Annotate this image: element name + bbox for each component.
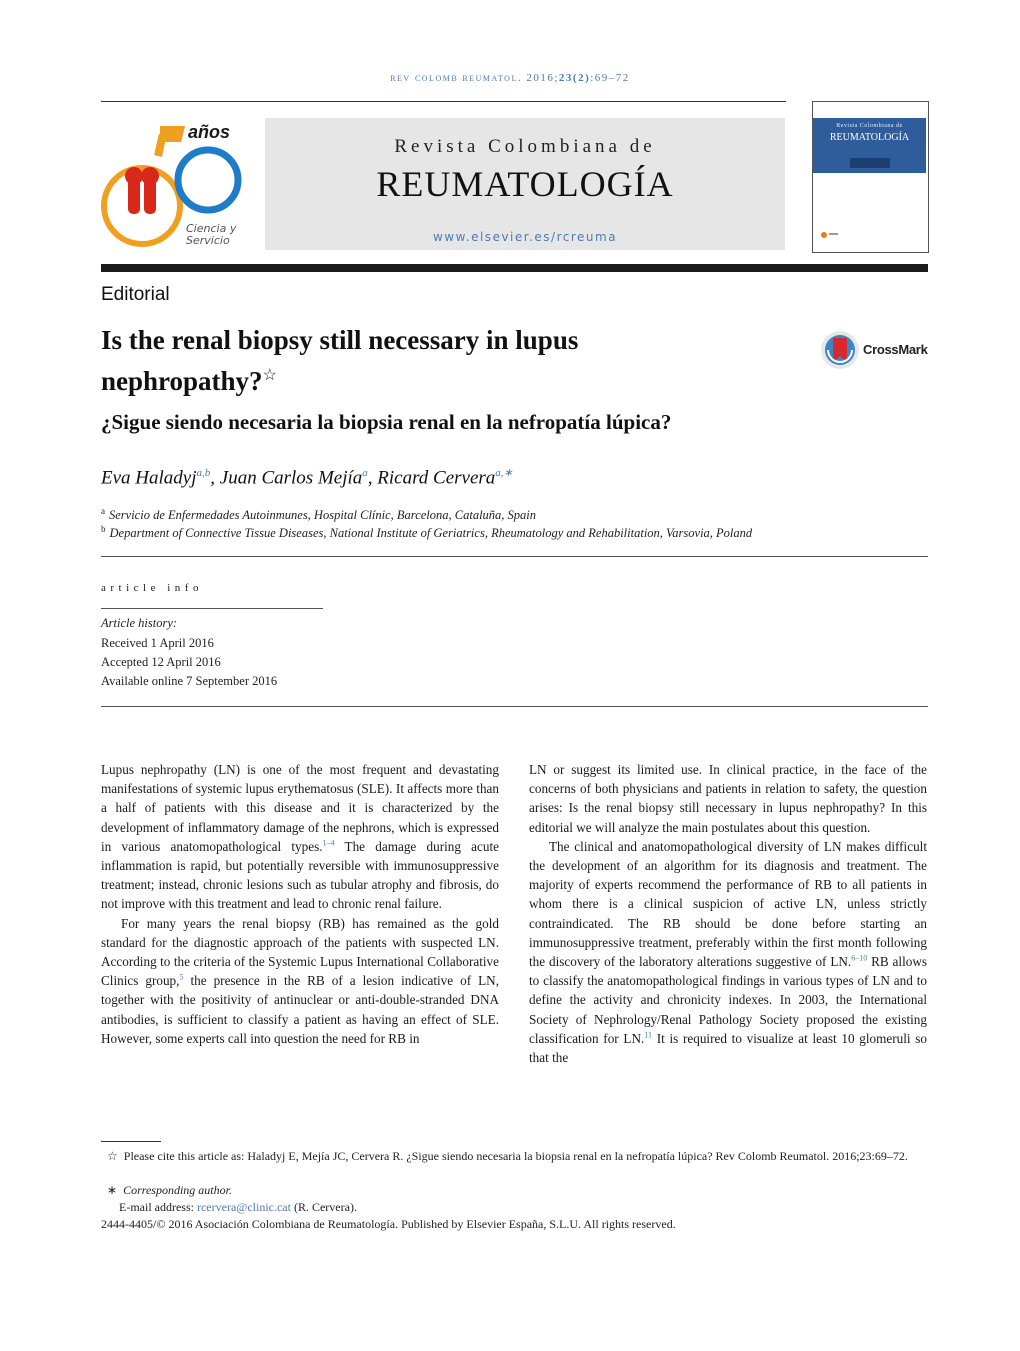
affiliation-a <box>101 506 536 523</box>
body-column-right <box>529 760 927 1067</box>
paragraph <box>529 837 927 1067</box>
section-label: Editorial <box>101 284 170 305</box>
journal-title-line1: Revista Colombiana de <box>394 136 656 157</box>
paragraph-text: It is required to visualize at least 10 glomeruli so that the <box>529 1030 927 1066</box>
affiliation-label: b <box>101 524 106 534</box>
corresponding-author-text: Corresponding author. <box>123 1183 232 1197</box>
online-date: Available online 7 September 2016 <box>101 674 278 688</box>
paragraph-text: the presence in the RB of a lesion indicative of LN, together with the positivity of antinuclear or anti-double-stranded DNA antibodies, is sufficient to classify a patient as having an effect of SLE. However, some experts call into question the need for RB in <box>101 973 499 1046</box>
author-name[interactable]: Eva Haladyj <box>101 467 197 489</box>
journal-title-line2: REUMATOLOGÍA <box>376 164 674 204</box>
paragraph: LN or suggest its limited use. In clinical practice, in the face of the concerns of both physicians and patients in relation to safety, the question arises: Is the renal biopsy still necessary in lupus nephropathy? In this editorial we will analyze the main postulates about this question. <box>529 762 927 835</box>
logo-zero <box>178 150 238 210</box>
divider <box>101 706 928 707</box>
cover-strip <box>850 158 890 168</box>
title-footnote-mark[interactable]: ☆ <box>262 367 277 384</box>
paragraph <box>101 914 499 1048</box>
running-head-volume: 23 <box>558 72 573 84</box>
paragraph-text: Lupus nephropathy (LN) is one of the most frequent and devastating manifestations of systemic lupus erythematosus (SLE). It affects more than a half of patients with this disease and it is characterized by the development of inflammatory damage of the nephrons, which is expressed in various anatomopathological types. <box>101 762 499 854</box>
citation-link[interactable]: 6–10 <box>851 953 868 963</box>
running-head-issue: (2) <box>572 72 591 84</box>
paragraph <box>101 760 499 914</box>
paragraph-text: The clinical and anatomopathological diversity of LN makes difficult the development of an algorithm for its diagnosis and treatment. The majority of experts recommend the performance of RB to all patients in whom there is a clinical suspicion of active LN, unless strictly contraindicated. The RB should be done before starting an immunosuppressive treatment, preferably within the first month following the discovery of the laboratory alterations suggestive of LN. <box>529 838 927 970</box>
body-column-left <box>101 760 499 1048</box>
running-head-journal: rev colomb reumatol. <box>390 72 523 84</box>
paragraph-text: For many years the renal biopsy (RB) has remained as the gold standard for the diagnostic approach of the patients with suspected LN. According to the criteria of the Systemic Lupus International Collaborative Clinics group, <box>101 915 499 989</box>
paragraph-text: The damage during acute inflammation is rapid, but potentially reversible with immunosuppressive treatment; instead, chronic lesions such as tubular atrophy and fibrosis, do not improve with this treatment and lead to chronic renal failure. <box>101 838 499 912</box>
accepted-date: Accepted 12 April 2016 <box>101 655 221 669</box>
affiliation-label: a <box>101 506 105 516</box>
footnote-mark: ☆ <box>107 1149 118 1163</box>
running-head-year: 2016; <box>526 72 559 84</box>
author-name[interactable]: Ricard Cervera <box>377 467 496 489</box>
article-info-heading: article info <box>101 582 203 594</box>
email-footnote <box>119 1199 946 1216</box>
running-head <box>0 72 1020 84</box>
affiliation-b <box>101 524 752 541</box>
citation-footnote-text: Please cite this article as: Haladyj E, Mejía JC, Cervera R. ¿Sigue siendo necesaria la biopsia renal en la nefropatía lúpica? Rev Colomb Reumatol. 2016;23:69–72. <box>123 1149 908 1163</box>
logo-r-top-right <box>141 167 159 185</box>
copyright-line: 2444-4405/© 2016 Asociación Colombiana de Reumatología. Published by Elsevier España, S.L.U. All rights reserved. <box>101 1217 676 1231</box>
top-rule <box>101 101 786 102</box>
logo-sub1-text: Ciencia y <box>186 222 237 235</box>
footnote-rule <box>101 1141 161 1142</box>
article-info-rule <box>101 608 323 609</box>
citation-link[interactable]: 1–4 <box>322 838 335 848</box>
article-history-label: Article history: <box>101 616 178 630</box>
cover-publisher-icon <box>820 230 840 240</box>
corresponding-footnote <box>101 1182 928 1199</box>
footnote-mark: ∗ <box>107 1183 118 1197</box>
citation-link[interactable]: 5 <box>179 972 184 982</box>
author-affiliation-mark[interactable]: a,∗ <box>495 467 513 479</box>
masthead-rule <box>101 264 928 272</box>
paragraph-text: RB allows to classify the anatomopathological findings in various types of LN and to define the activity and chronicity indexes. In 2003, the International Society of Nephrology/Renal Pathology Society proposed the existing classification for LN. <box>529 954 927 1046</box>
author-affiliation-mark[interactable]: a,b <box>196 467 211 479</box>
journal-url-link[interactable]: www.elsevier.es/rcreuma <box>432 230 618 244</box>
crossmark-label[interactable]: CrossMark <box>863 342 928 357</box>
citation-footnote <box>101 1148 928 1165</box>
logo-r-top-left <box>125 167 143 185</box>
logo-five-top <box>158 130 180 156</box>
article-title <box>101 322 701 399</box>
received-date: Received 1 April 2016 <box>101 636 214 650</box>
citation-link[interactable]: 11 <box>644 1030 652 1040</box>
running-head-pages: :69–72 <box>590 72 630 84</box>
logo-years-text: años <box>188 122 231 142</box>
anniversary-logo <box>100 118 250 253</box>
author-list: Eva Haladyj$^{a,b}$, Juan Carlos Mejía$^a$, Ricard Cervera$^{a,∗}$ <box>101 467 513 489</box>
article-title-text: Is the renal biopsy still necessary in lupus nephropathy? <box>101 325 579 396</box>
affiliation-text: Department of Connective Tissue Diseases, National Institute of Geriatrics, Rheumatology and Rehabilitation, Varsovia, Poland <box>109 526 753 541</box>
email-label: E-mail address: <box>119 1200 197 1214</box>
logo-sub2-text: Servicio <box>186 234 230 247</box>
email-link[interactable]: rcervera@clinic.cat <box>196 1200 291 1214</box>
email-suffix: (R. Cervera). <box>290 1200 357 1214</box>
divider <box>101 556 928 557</box>
article-subtitle: ¿Sigue siendo necesaria la biopsia renal en la nefropatía lúpica? <box>101 410 672 434</box>
author-name[interactable]: Juan Carlos Mejía <box>219 467 363 489</box>
cover-title-line1: Revista Colombiana de <box>836 123 903 129</box>
author-affiliation-mark[interactable]: a <box>362 467 368 479</box>
cover-title-line2: REUMATOLOGÍA <box>829 132 910 143</box>
affiliation-text: Servicio de Enfermedades Autoinmunes, Hospital Clínic, Barcelona, Cataluña, Spain <box>109 508 537 523</box>
